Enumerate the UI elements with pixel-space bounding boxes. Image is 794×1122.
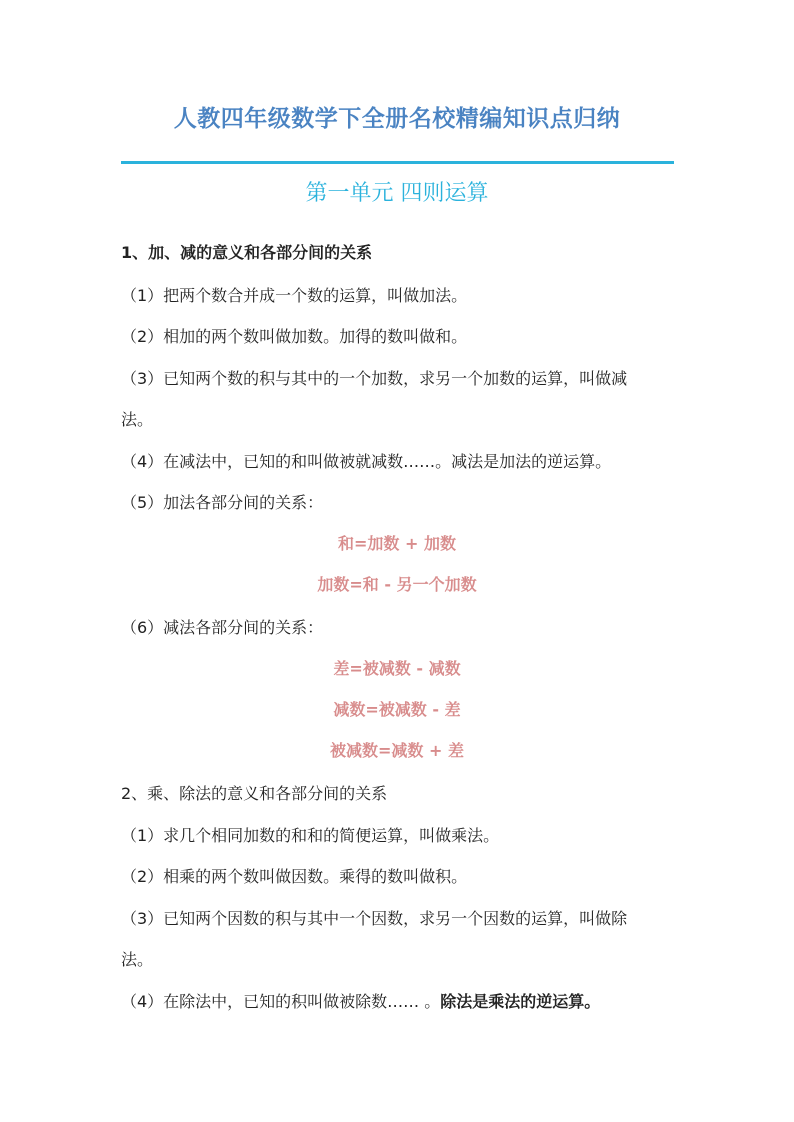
section2-item-4-emphasis: 除法是乘法的逆运算。 xyxy=(440,992,601,1011)
section1-item-4: （4）在减法中，已知的和叫做被就减数……。减法是加法的逆运算。 xyxy=(121,452,612,471)
section1-item-3-line1: （3）已知两个数的积与其中的一个加数，求另一个加数的运算，叫做减 xyxy=(121,369,628,388)
section2-item-3-line2: 法。 xyxy=(121,950,154,969)
section1-item-2: （2）相加的两个数叫做加数。加得的数叫做和。 xyxy=(121,327,468,346)
section2-item-4 xyxy=(121,991,600,1013)
formula-sum: 和=加数 + 加数 xyxy=(338,534,456,553)
formula-subtrahend: 减数=被减数 - 差 xyxy=(333,700,461,719)
section1-heading: 1、加、减的意义和各部分间的关系 xyxy=(121,243,373,262)
section2-item-3-line1: （3）已知两个因数的积与其中一个因数，求另一个因数的运算，叫做除 xyxy=(121,909,628,928)
section2-heading: 2、乘、除法的意义和各部分间的关系 xyxy=(121,784,388,803)
document-title: 人教四年级数学下全册名校精编知识点归纳 xyxy=(173,106,621,132)
unit-title: 第一单元 四则运算 xyxy=(305,181,489,206)
section2-item-2: （2）相乘的两个数叫做因数。乘得的数叫做积。 xyxy=(121,867,468,886)
formula-difference: 差=被减数 - 减数 xyxy=(333,659,461,678)
formula-minuend: 被减数=减数 + 差 xyxy=(330,741,464,760)
section1-item-3-line2: 法。 xyxy=(121,410,154,429)
section1-item-1: （1）把两个数合并成一个数的运算，叫做加法。 xyxy=(121,286,468,305)
section2-item-4-text: （4）在除法中，已知的积叫做被除数…… 。 xyxy=(121,992,441,1011)
section1-item-6: （6）减法各部分间的关系： xyxy=(121,618,324,637)
title-divider xyxy=(121,161,674,164)
section2-item-1: （1）求几个相同加数的和和的简便运算，叫做乘法。 xyxy=(121,826,500,845)
section1-item-5: （5）加法各部分间的关系： xyxy=(121,493,324,512)
formula-addend: 加数=和 - 另一个加数 xyxy=(317,575,477,594)
